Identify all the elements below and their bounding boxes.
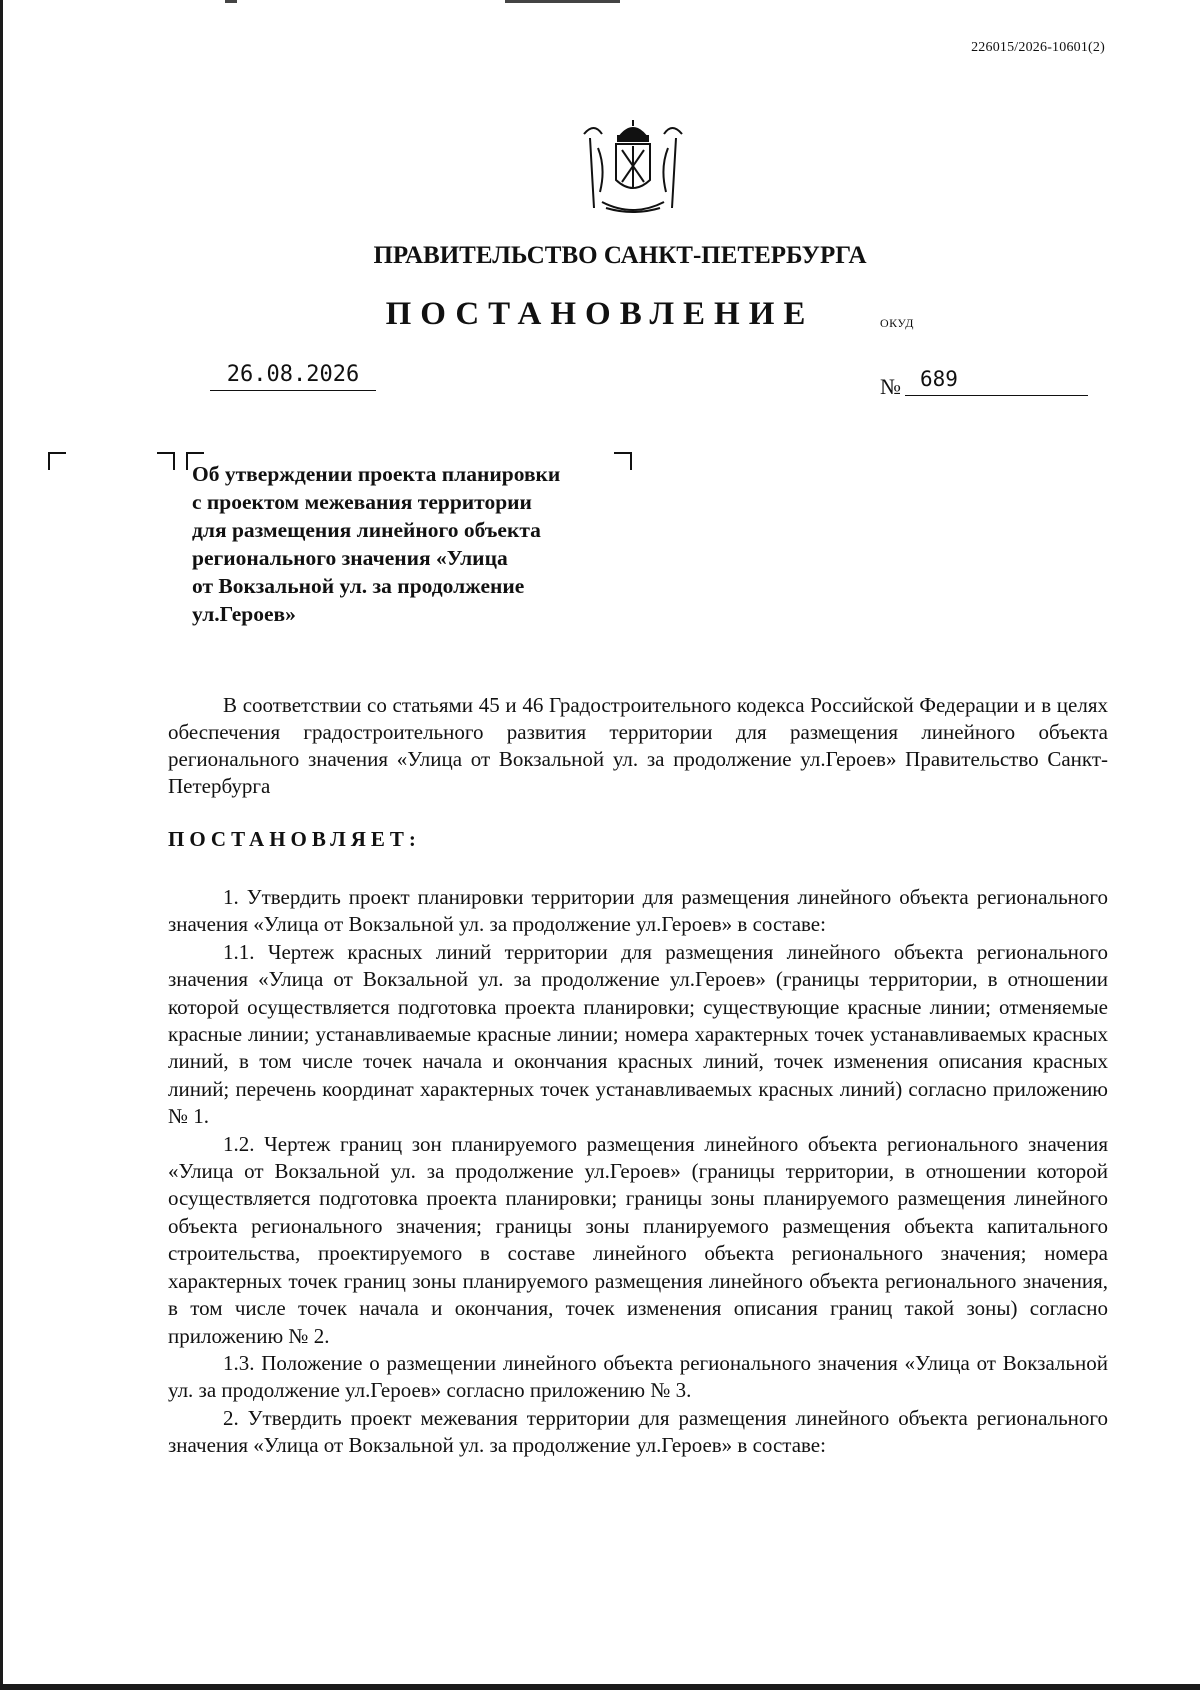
scan-artifact [505, 0, 620, 3]
title-line: Об утверждении проекта планировки [192, 462, 561, 486]
page-scan-edge-bottom [0, 1684, 1200, 1690]
title-line: регионального значения «Улица [192, 546, 508, 570]
saint-petersburg-coat-of-arms-icon [580, 118, 686, 218]
title-line: от Вокзальной ул. за продолжение [192, 574, 525, 598]
document-number: 689 [905, 367, 1088, 396]
number-sign: № [880, 374, 901, 399]
corner-bracket [48, 452, 66, 470]
paragraph-1-1: 1.1. Чертеж красных линий территории для размещения линейного объекта регионального значения «Улица от Вокзальной ул. за продолжение ул.Героев» (границы территории, в отношении которой осуществляется подготовка проекта планировки; существующие красные линии; отменяемые красные линии; устанавливаемые красные линии; номера характерных точек устанавливаемых красных линий, в том числе точек начала и окончания красных линий, точек изменения описания красных линий; перечень координат характерных точек устанавливаемых красных линий) согласно приложению № 1. [168, 939, 1108, 1129]
paragraph-2: 2. Утвердить проект межевания территории для размещения линейного объекта регионального значения «Улица от Вокзальной ул. за продолжение ул.Героев» в составе: [168, 1405, 1108, 1458]
document-title [192, 460, 632, 628]
preamble-paragraph: В соответствии со статьями 45 и 46 Градостроительного кодекса Российской Федерации и в целях обеспечения градостроительного развития территории для размещения линейного объекта регионального значения «Улица от Вокзальной ул. за продолжение ул.Героев» Правительство Санкт-Петербурга [168, 693, 1108, 798]
corner-bracket [157, 452, 175, 470]
government-name: ПРАВИТЕЛЬСТВО САНКТ-ПЕТЕРБУРГА [373, 242, 867, 269]
okud-label: ОКУД [880, 316, 914, 330]
title-line: для размещения линейного объекта [192, 518, 541, 542]
document-date: 26.08.2026 [210, 362, 376, 391]
title-line: с проектом межевания территории [192, 490, 532, 514]
document-registration-code: 226015/2026-10601(2) [971, 40, 1105, 55]
resolution-body [168, 884, 1108, 1460]
resolves-heading: ПОСТАНОВЛЯЕТ: [168, 827, 421, 851]
paragraph-1-3: 1.3. Положение о размещении линейного объекта регионального значения «Улица от Вокзальной ул. за продолжение ул.Героев» согласно приложению № 3. [168, 1350, 1108, 1403]
paragraph-1: 1. Утвердить проект планировки территории для размещения линейного объекта регионального значения «Улица от Вокзальной ул. за продолжение ул.Героев» в составе: [168, 885, 1108, 937]
paragraph-1-2: 1.2. Чертеж границ зон планируемого размещения линейного объекта регионального значения «Улица от Вокзальной ул. за продолжение ул.Героев» (границы территории, в отношении которой осуществляется подготовка проекта планировки; границы зоны планируемого размещения линейного объекта регионального значения; границы зоны планируемого размещения объекта капитального строительства, проектируемого в составе линейного объекта регионального значения; номера характерных точек границ зоны планируемого размещения линейного объекта регионального значения, в том числе точек начала и окончания, точек изменения описания границ такой зоны) согласно приложению № 2. [168, 1131, 1108, 1348]
scan-artifact [225, 0, 237, 3]
title-line: ул.Героев» [192, 602, 296, 626]
document-type: ПОСТАНОВЛЕНИЕ [385, 296, 815, 332]
